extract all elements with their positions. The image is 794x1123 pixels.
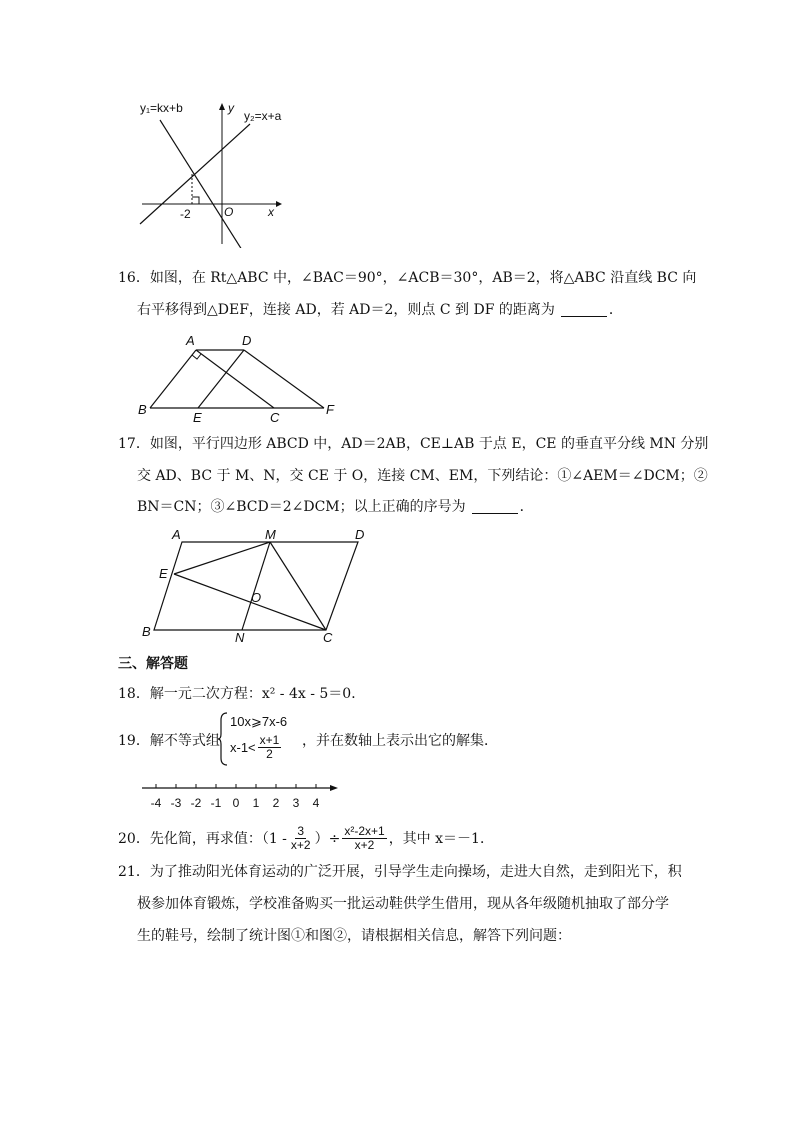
q19-brace	[218, 712, 228, 766]
q19-prefix: 19．解不等式组	[118, 733, 220, 749]
q20-frac2-num: x²-2x+1	[344, 823, 385, 838]
label-O: O	[251, 590, 262, 605]
q20-suffix: ，其中 x＝－1．	[388, 831, 494, 847]
y-axis-arrow	[219, 103, 225, 110]
number-line-tick-label: 3	[292, 796, 300, 810]
number-line-arrow	[330, 785, 338, 791]
q19	[118, 712, 618, 766]
q21-line3: 生的鞋号，绘制了统计图①和图②，请根据相关信息，解答下列问题：	[137, 928, 571, 944]
q19-fraction	[258, 734, 282, 761]
x-axis-arrow	[276, 201, 282, 207]
line-y1	[160, 120, 242, 248]
seg-MN	[242, 542, 270, 630]
q19-number-line	[140, 780, 345, 814]
section-title: 三、解答题	[118, 656, 188, 672]
seg-DE	[198, 350, 244, 408]
right-angle-mark-A	[192, 354, 201, 359]
number-line-tick-label: -1	[210, 796, 222, 810]
label-tick-neg2: -2	[180, 207, 191, 221]
label-C: C	[323, 630, 333, 645]
label-D: D	[355, 527, 365, 542]
label-x-axis: x	[268, 205, 274, 219]
seg-AC	[196, 350, 274, 408]
label-y-axis: y	[228, 101, 234, 115]
label-D: D	[242, 333, 252, 348]
number-line-tick-label: -4	[150, 796, 162, 810]
label-A: A	[186, 333, 195, 348]
q20-frac1-den: x+2	[290, 837, 311, 852]
q20-mid: ）÷	[314, 831, 341, 847]
label-E: E	[159, 566, 168, 581]
label-B: B	[138, 402, 147, 417]
q17-line1: 17．如图，平行四边形 ABCD 中，AD＝2AB，CE⊥AB 于点 E，CE 的垂直平分线 MN 分别	[118, 436, 709, 452]
q16-line2-text: 右平移得到△DEF，连接 AD，若 AD＝2，则点 C 到 DF 的距离为	[137, 302, 555, 318]
seg-MC	[270, 542, 326, 630]
label-y2: y₂=x+a	[244, 109, 282, 123]
number-line-tick-label: 2	[272, 796, 280, 810]
q16-line2	[137, 300, 623, 320]
label-M: M	[265, 527, 276, 542]
q17-line3-text: BN＝CN；③∠BCD＝2∠DCM；以上正确的序号为	[137, 499, 466, 515]
number-line-tick-label: 1	[252, 796, 260, 810]
q16-answer-blank[interactable]	[561, 302, 607, 317]
q16-line1: 16．如图，在 Rt△ABC 中，∠BAC＝90°，∠ACB＝30°，AB＝2，将△ABC 沿直线 BC 向	[118, 270, 697, 286]
q17-line2: 交 AD、BC 于 M、N，交 CE 于 O，连接 CM、EM，下列结论：①∠AEM＝∠DCM；②	[137, 468, 708, 484]
label-C: C	[270, 410, 280, 425]
label-A: A	[172, 527, 181, 542]
q15-graph	[130, 98, 290, 248]
q17-line3	[137, 497, 534, 517]
number-line-tick-label: 4	[312, 796, 320, 810]
number-line-tick-label: 0	[232, 796, 240, 810]
label-N: N	[235, 630, 245, 645]
q21-line1: 21．为了推动阳光体育运动的广泛开展，引导学生走向操场，走进大自然，走到阳光下，积	[118, 864, 682, 880]
right-angle-mark	[192, 197, 199, 204]
q20-prefix: 20．先化简，再求值：（1 -	[118, 831, 287, 847]
q16-figure	[134, 330, 344, 425]
q20-fraction2	[342, 825, 386, 852]
q16-end: ．	[608, 302, 623, 318]
q20	[118, 818, 494, 858]
q17-end: ．	[519, 499, 534, 515]
seg-EM	[174, 542, 270, 574]
q20-frac2-den: x+2	[354, 837, 375, 852]
line-y2	[140, 124, 250, 224]
q19-frac-den: 2	[266, 747, 273, 761]
q17-figure	[138, 524, 378, 646]
q21-line2: 极参加体育锻炼，学校准备购买一批运动鞋供学生借用，现从各年级随机抽取了部分学	[137, 896, 669, 912]
number-line-tick-label: -2	[190, 796, 202, 810]
label-F: F	[326, 402, 334, 417]
q19-suffix: ，并在数轴上表示出它的解集．	[302, 733, 498, 749]
q17-answer-blank[interactable]	[472, 499, 518, 514]
q20-fraction1	[289, 825, 313, 852]
seg-DF	[244, 350, 324, 408]
label-origin: O	[224, 205, 234, 219]
q19-ineq2	[230, 734, 283, 761]
q19-ineq1: 10x⩾7x-6	[230, 714, 288, 729]
seg-AB	[150, 350, 196, 408]
label-B: B	[142, 624, 151, 639]
seg-EC	[174, 574, 326, 630]
label-E: E	[193, 410, 202, 425]
label-y1: y₁=kx+b	[140, 101, 183, 115]
q20-frac1-num: 3	[297, 823, 305, 838]
q19-frac-num: x+1	[259, 733, 280, 747]
number-line-tick-label: -3	[170, 796, 182, 810]
q18: 18．解一元二次方程：x² - 4x - 5＝0．	[118, 686, 366, 702]
q19-ineq2-left: x-1<	[230, 740, 256, 755]
